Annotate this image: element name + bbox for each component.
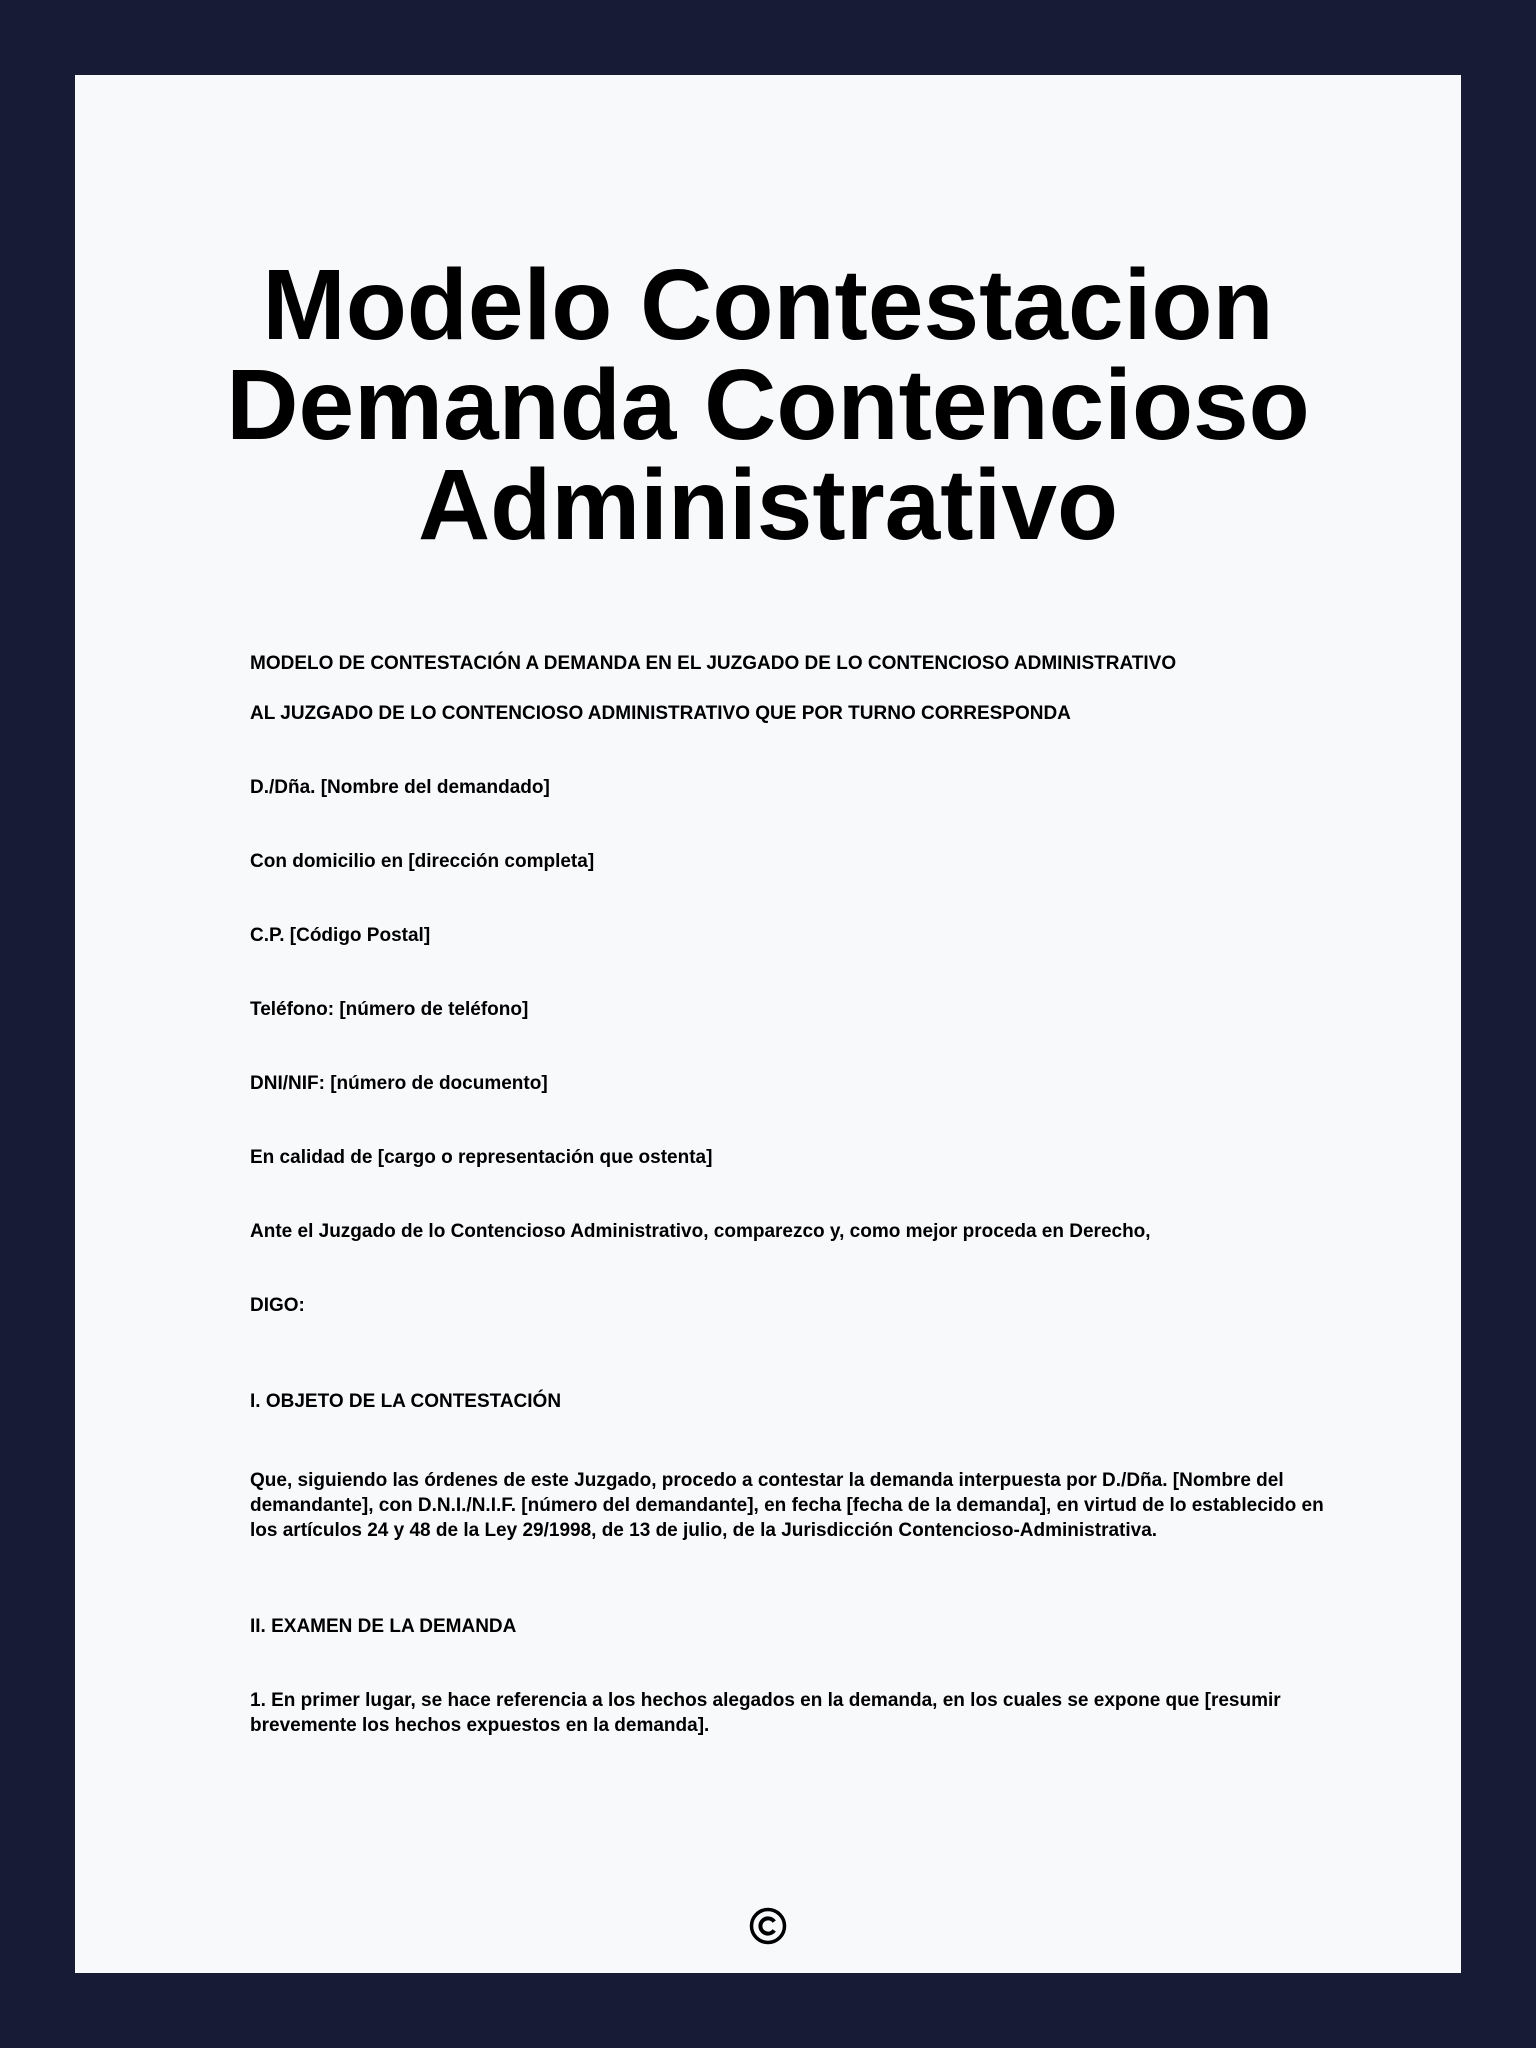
field-address: Con domicilio en [dirección completa] bbox=[250, 850, 595, 872]
field-id-number: DNI/NIF: [número de documento] bbox=[250, 1072, 548, 1094]
field-postal-code: C.P. [Código Postal] bbox=[250, 924, 431, 946]
title-line-3: Administrativo bbox=[417, 449, 1119, 561]
appearance-statement: Ante el Juzgado de lo Contencioso Administrativo, comparezco y, como mejor proceda en Derecho, bbox=[250, 1220, 1151, 1242]
section-body-objeto: Que, siguiendo las órdenes de este Juzgado, procedo a contestar la demanda interpuesta por D./Dña. [Nombre del demandante], con D.N.I./N.I.F. [número del demandante], en fecha [fecha de la demanda], en virtud de lo establecido en los artículos 24 y 48 de la Ley 29/1998, de 13 de julio, de la Jurisdicción Contencioso-Administrativa. bbox=[250, 1469, 1324, 1541]
digo-label: DIGO: bbox=[250, 1294, 305, 1316]
section-title-examen: II. EXAMEN DE LA DEMANDA bbox=[250, 1615, 517, 1637]
copyright-icon bbox=[749, 1907, 787, 1945]
title-line-1: Modelo Contestacion bbox=[262, 249, 1274, 361]
section-body-examen: 1. En primer lugar, se hace referencia a los hechos alegados en la demanda, en los cuales se expone que [resumir brevemente los hechos expuestos en la demanda]. bbox=[250, 1689, 1281, 1736]
document-page bbox=[75, 75, 1461, 1973]
document-body bbox=[250, 651, 1330, 1738]
document-heading: MODELO DE CONTESTACIÓN A DEMANDA EN EL JUZGADO DE LO CONTENCIOSO ADMINISTRATIVO bbox=[250, 652, 1177, 674]
field-defendant-name: D./Dña. [Nombre del demandado] bbox=[250, 776, 550, 798]
field-capacity: En calidad de [cargo o representación que ostenta] bbox=[250, 1146, 713, 1168]
court-addressee: AL JUZGADO DE LO CONTENCIOSO ADMINISTRATIVO QUE POR TURNO CORRESPONDA bbox=[250, 702, 1071, 724]
document-title bbox=[75, 249, 1461, 561]
title-line-2: Demanda Contencioso bbox=[226, 349, 1310, 461]
field-phone: Teléfono: [número de teléfono] bbox=[250, 998, 529, 1020]
section-title-objeto: I. OBJETO DE LA CONTESTACIÓN bbox=[250, 1390, 562, 1412]
